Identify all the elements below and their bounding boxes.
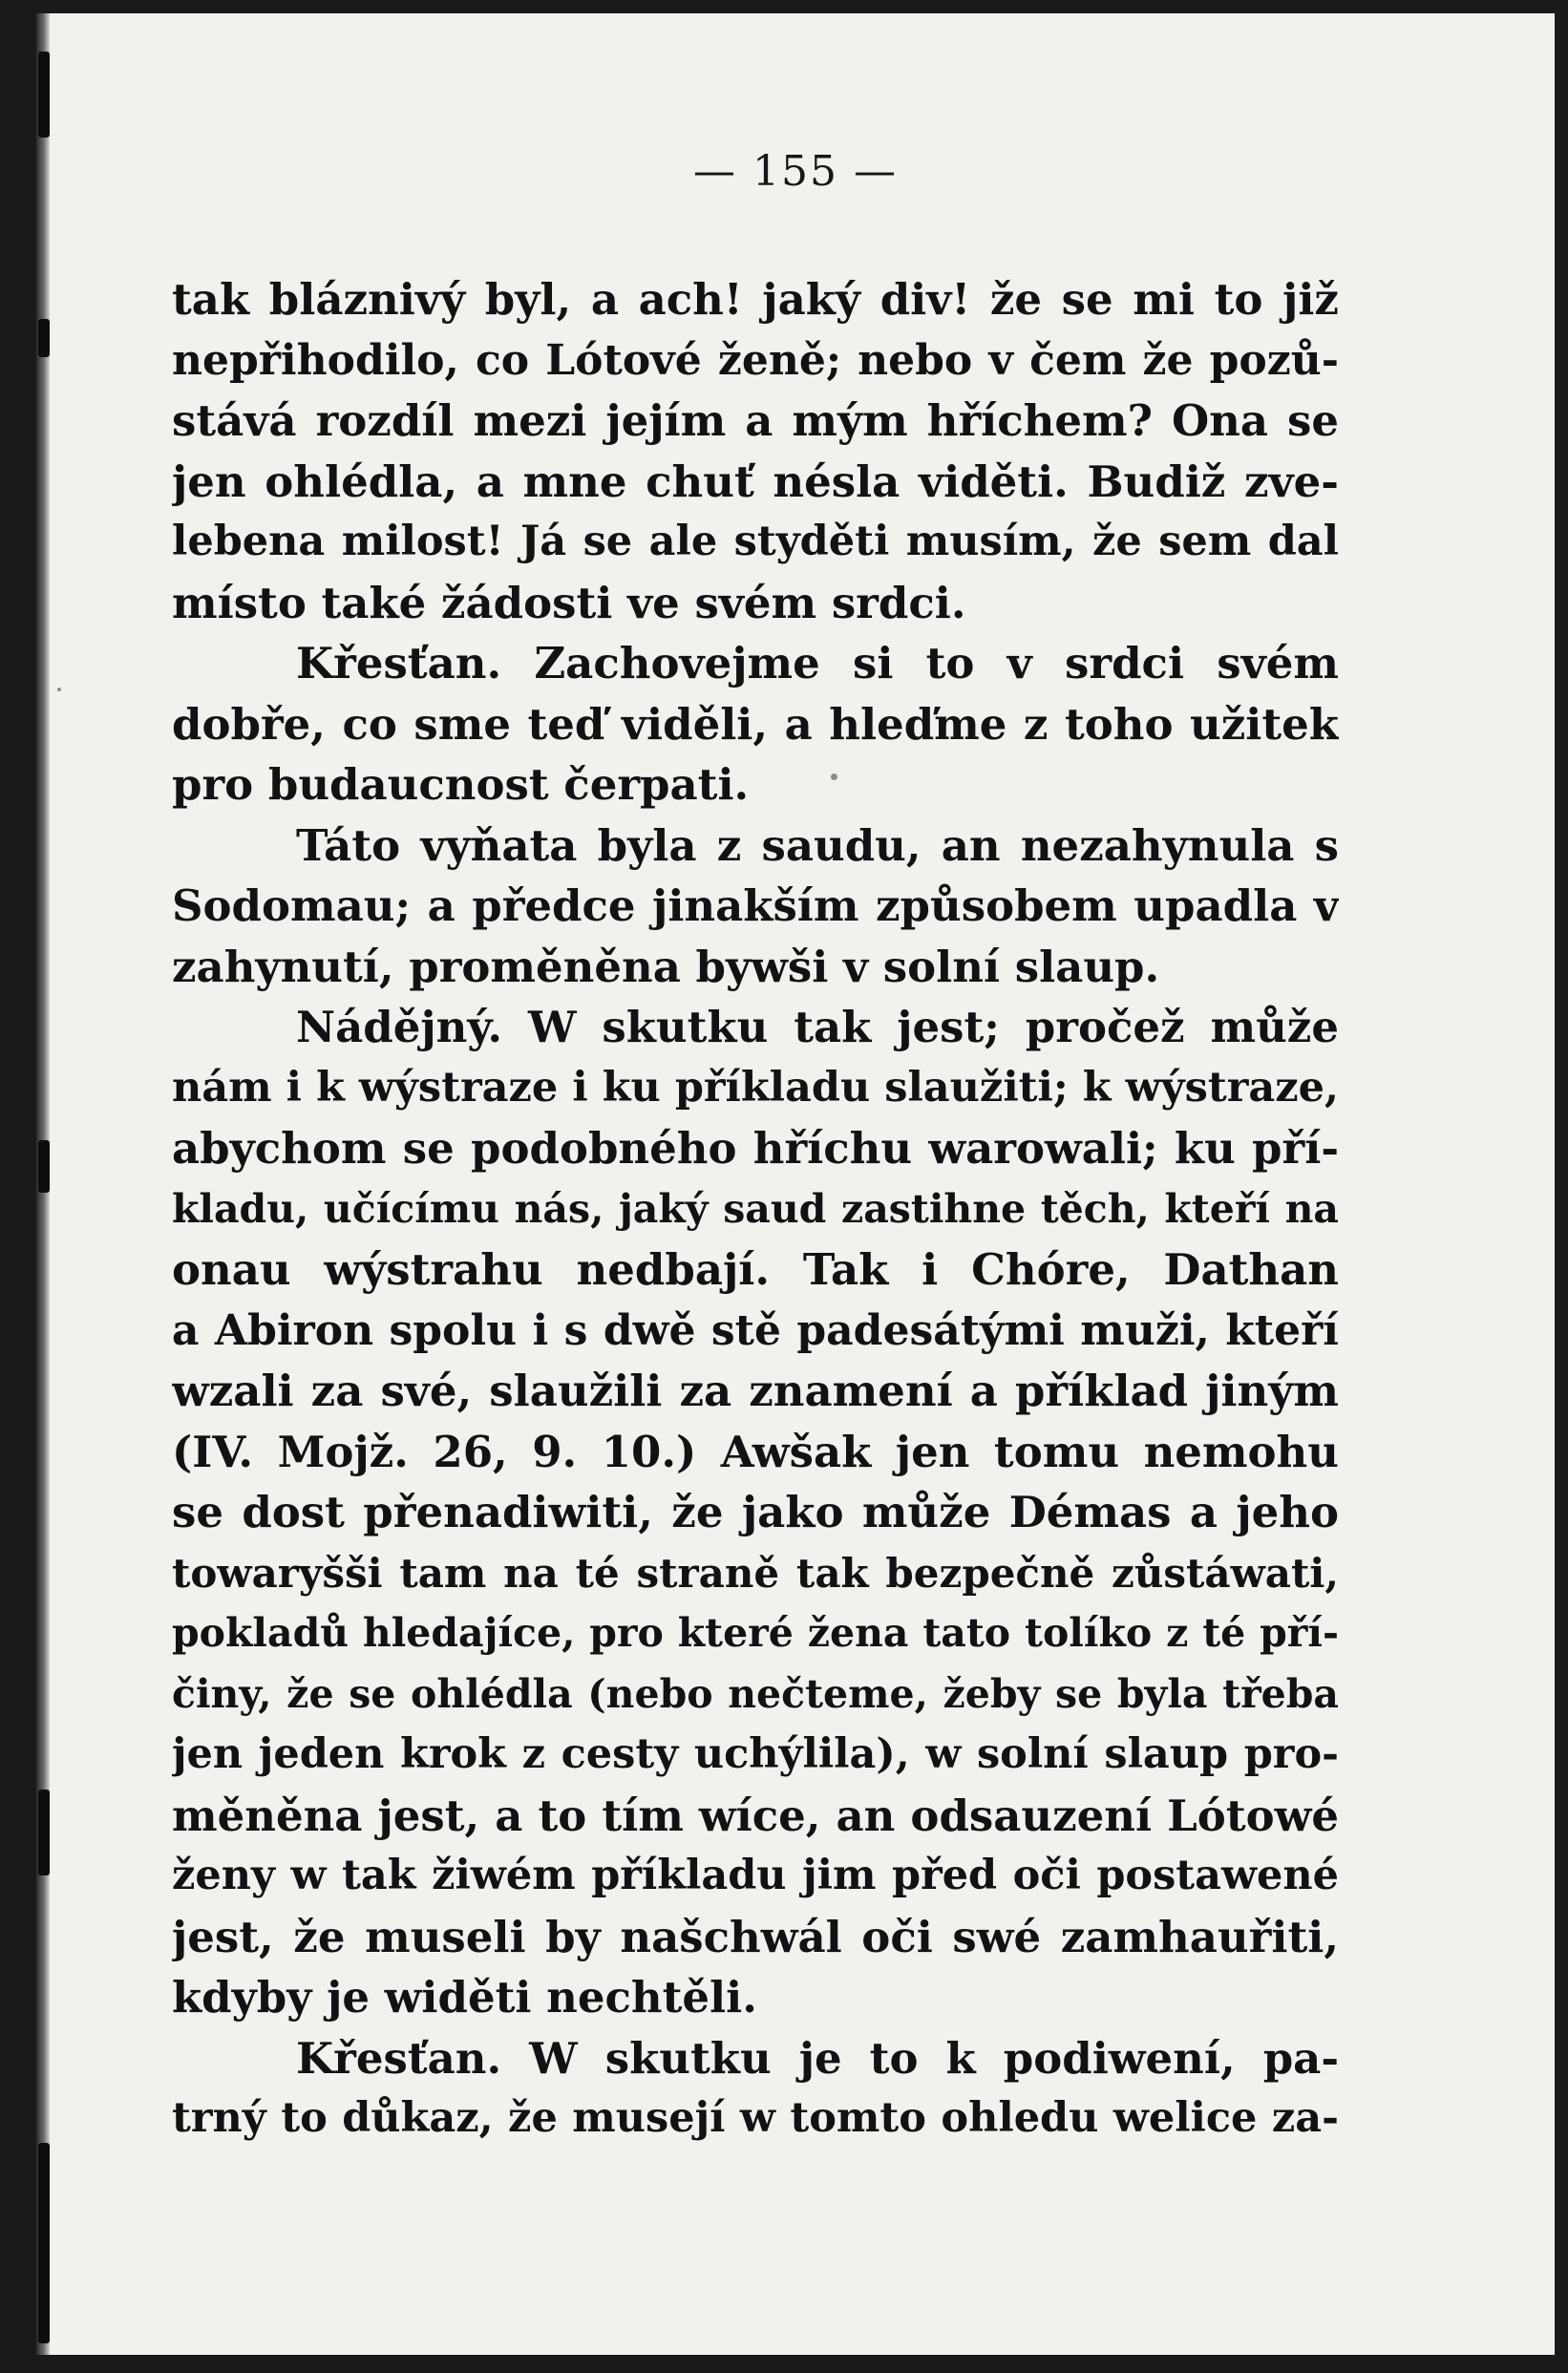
- book-page: [36, 13, 1555, 2355]
- text-line: Křesťan. Zachovejme si to v srdci svém: [296, 638, 1339, 689]
- text-line: místo také žádosti ve svém srdci.: [172, 577, 966, 628]
- text-line: měněna jest, a to tím wíce, an odsauzení Lótowé: [172, 1790, 1339, 1841]
- text-line: nám i k wýstraze i ku příkladu slaužiti; k wýstraze,: [172, 1063, 1339, 1112]
- paragraph-4: [172, 997, 1339, 2028]
- text-line: a Abiron spolu i s dwě stě padesátými muži, kteří: [172, 1305, 1339, 1355]
- text-line: onau wýstrahu nedbají. Tak i Chóre, Dathan: [172, 1244, 1339, 1295]
- text-line: (IV. Mojž. 26, 9. 10.) Awšak jen tomu nemohu: [172, 1426, 1339, 1477]
- text-line: abychom se podobného hříchu warowali; ku pří-: [172, 1123, 1339, 1174]
- text-line: wzali za své, slaužili za znamení a příklad jiným: [172, 1366, 1339, 1416]
- text-line: činy, že se ohlédla (nebo nečteme, žeby se byla třeba: [172, 1670, 1339, 1717]
- text-line: pokladů hledajíce, pro které žena tato tolíko z té pří-: [172, 1610, 1339, 1656]
- body-text: [172, 269, 1339, 2150]
- binding-mark: [38, 1790, 50, 1875]
- text-line: zahynutí, proměněna bywši v solní slaup.: [172, 941, 1160, 992]
- text-line: tak bláznivý byl, a ach! jaký div! že se mi to již: [172, 274, 1339, 325]
- text-line: towaryšši tam na té straně tak bezpečně zůstáwati,: [172, 1549, 1339, 1597]
- text-line: Táto vyňata byla z saudu, an nezahynula s: [296, 819, 1339, 871]
- binding-mark: [38, 52, 50, 138]
- text-line: se dost přenadiwiti, že jako může Démas a jeho: [172, 1487, 1339, 1537]
- text-line: ženy w tak žiwém příkladu jim před oči postawené: [172, 1852, 1339, 1899]
- paragraph-2: [172, 633, 1339, 816]
- binding-mark: [38, 319, 50, 357]
- page-number-header: — 155 —: [693, 147, 898, 196]
- text-line: nepřihodilo, co Lótové ženě; nebo v čem že pozů-: [172, 335, 1339, 385]
- paper-speck: [57, 688, 61, 691]
- text-line: dobře, co sme teď viděli, a hleďme z toho užitek: [172, 698, 1339, 750]
- text-line: jest, že museli by našchwál oči swé zamhauřiti,: [172, 1911, 1339, 1962]
- paragraph-1: [172, 269, 1339, 633]
- text-line: kladu, učícímu nás, jaký saud zastihne těch, kteří na: [172, 1185, 1339, 1232]
- binding-mark: [38, 2143, 50, 2343]
- text-line: Sodomau; a předce jinakším způsobem upadla v: [172, 880, 1339, 931]
- text-line: jen jeden krok z cesty uchýlila), w solní slaup pro-: [172, 1730, 1339, 1778]
- text-line: Křesťan. W skutku je to k podiwení, pa-: [296, 2032, 1339, 2084]
- text-line: trný to důkaz, že musejí w tomto ohledu welice za-: [172, 2094, 1339, 2142]
- paragraph-3: [172, 816, 1339, 998]
- text-line: jen ohlédla, a mne chuť nésla viděti. Budiž zve-: [172, 456, 1339, 507]
- text-line: lebena milost! Já se ale styděti musím, že sem dal: [172, 518, 1339, 565]
- text-line: Nádějný. W skutku tak jest; pročež může: [296, 1002, 1339, 1052]
- paragraph-5: [172, 2028, 1339, 2150]
- text-line: stává rozdíl mezi jejím a mým hříchem? Ona se: [172, 395, 1339, 446]
- text-line: kdyby je widěti nechtěli.: [172, 1972, 757, 2023]
- binding-mark: [38, 1140, 50, 1193]
- text-line: pro budaucnost čerpati.: [172, 759, 750, 810]
